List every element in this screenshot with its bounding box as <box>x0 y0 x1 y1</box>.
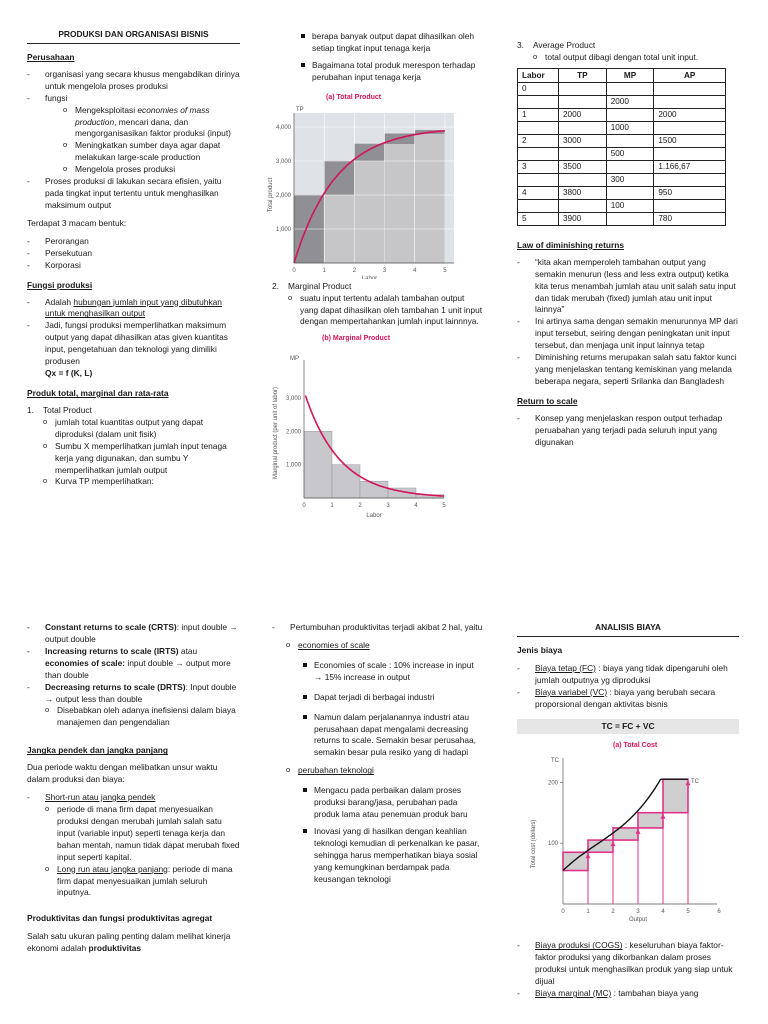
list-item: Bagaimana total produk merespon terhadap perubahan input tenaga kerja <box>300 60 484 84</box>
table-row <box>518 160 726 173</box>
text-bold: Constant returns to scale (CRTS) <box>45 622 177 632</box>
table-cell <box>654 147 726 160</box>
x-tick-label: 2 <box>352 267 357 274</box>
column-1 <box>27 29 240 488</box>
bar <box>415 130 445 263</box>
column-6 <box>517 622 739 1006</box>
curve-label: TP <box>296 106 304 113</box>
marginal-product-chart <box>264 330 464 530</box>
y-tick-label: 200 <box>547 780 558 787</box>
fungsi-label: fungsi <box>45 92 68 103</box>
bar <box>304 432 332 499</box>
text: Salah satu ukuran paling penting dalam melihat kinerja ekonomi adalah <box>27 931 231 954</box>
list-item <box>27 682 240 730</box>
y-tick-label: 100 <box>547 841 558 848</box>
table-cell <box>606 212 654 225</box>
y-tick-label: 2,000 <box>285 429 301 436</box>
text: : Input double → output less than double <box>45 681 237 704</box>
x-tick-label: 6 <box>717 909 721 916</box>
text-bold: economies of scale: <box>45 657 126 668</box>
table-cell: 5 <box>518 212 559 225</box>
table-row <box>518 212 726 225</box>
y-axis-label: Total product <box>268 177 274 212</box>
table-cell: 3500 <box>559 160 607 173</box>
item-number: 3. <box>517 40 524 50</box>
table-cell <box>518 173 559 186</box>
bar <box>332 465 360 498</box>
text: : biaya yang tidak dipengaruhi oleh jumlah outputnya yg diproduksi <box>535 662 728 685</box>
eos-item <box>286 640 484 652</box>
text-underline: Biaya variabel (VC) <box>535 686 608 697</box>
table-cell: 4 <box>518 186 559 199</box>
table-cell <box>518 199 559 212</box>
table-cell: 0 <box>518 82 559 95</box>
table-cell: 1.166,67 <box>654 160 726 173</box>
text-underline: perubahan teknologi <box>298 765 374 776</box>
list-item: o suatu input tertentu adalah tambahan output yang dapat dihasilkan oleh tambahan 1 unit input dengan mempertahankan jumlah input lainnnya. <box>288 293 484 329</box>
y-tick-label: 3,000 <box>275 158 291 165</box>
pf-text <box>27 931 240 955</box>
text-underline: hubungan jumlah input yang dibutuhkan untuk menghasilkan output <box>45 296 222 319</box>
item-label: Average Product <box>533 40 596 50</box>
list-item: o Kurva TP memperlihatkan: <box>43 476 240 488</box>
table-cell <box>559 173 607 186</box>
table-cell: 3000 <box>559 134 607 147</box>
table-cell <box>559 82 607 95</box>
table-header: TP <box>559 68 607 82</box>
x-tick-label: 2 <box>611 909 615 916</box>
pt-bullets <box>302 785 484 885</box>
cost-box <box>663 780 688 813</box>
list-item <box>517 687 739 711</box>
heading-perusahaan: Perusahaan <box>27 51 75 62</box>
table-cell <box>518 95 559 108</box>
list-item <box>63 105 240 141</box>
bentuk-list <box>27 236 240 272</box>
table-cell <box>559 121 607 134</box>
table-cell <box>606 82 654 95</box>
list-item: o jumlah total kuantitas output yang dapat diproduksi (dalam unit fisik) <box>43 417 240 441</box>
curve-label: MP <box>290 356 299 363</box>
text: Adalah <box>45 296 74 307</box>
bar <box>385 133 415 262</box>
text-underline: Biaya tetap (FC) <box>535 662 596 673</box>
table-row <box>518 121 726 134</box>
text: : tambahan biaya yang <box>611 988 699 999</box>
table-cell <box>559 147 607 160</box>
y-tick-label: 2,000 <box>275 192 291 199</box>
list-item: - “kita akan memperoleh tambahan output yang semakin menurun (less and less extra output) ketika kita terus menambah jumlah atau unit salah satu input dan tidak merubah (fixed) jumlah atau unit input lainnya” <box>517 257 739 317</box>
list-item: - Proses produksi di lakukan secara efisien, yaitu pada tingkat input tertentu untuk menghasilkan maksimum output <box>27 176 240 212</box>
list-item <box>27 622 240 646</box>
table-cell: 3800 <box>559 186 607 199</box>
x-tick-label: 5 <box>686 909 690 916</box>
table-cell: 950 <box>654 186 726 199</box>
table-cell: 300 <box>606 173 654 186</box>
list-item: o Sumbu X memperlihatkan jumlah input tenaga kerja yang digunakan, dan sumbu Y memperlihatkan jumlah output <box>43 441 240 477</box>
section-title: ANALISIS BIAYA <box>517 622 739 637</box>
list-item: - Konsep yang menjelaskan respon output terhadap peruabahan yang terjadi pada seluruh input yang digunakan <box>517 413 739 449</box>
heading-law-diminishing: Law of diminishing returns <box>517 239 625 250</box>
numbered-item-marginal-product <box>272 281 484 329</box>
total-cost-chart <box>517 738 739 934</box>
table-cell <box>654 82 726 95</box>
list-item: - Pertumbuhan produktivitas terjadi akibat 2 hal, yaitu <box>272 622 484 634</box>
table-row <box>518 186 726 199</box>
table-header-row <box>518 68 726 82</box>
table-cell <box>654 173 726 186</box>
fungsi-sublist <box>63 105 240 177</box>
table-cell <box>654 199 726 212</box>
bar-increment <box>324 161 354 195</box>
table-cell <box>606 186 654 199</box>
column-2 <box>268 29 484 530</box>
list-item: o Disebabkan oleh adanya inefisiensi dalam biaya manajemen dan pengendalian <box>45 705 240 729</box>
table-cell <box>606 108 654 121</box>
table-cell: 100 <box>606 199 654 212</box>
total-product-chart <box>264 89 464 279</box>
text-underline: Biaya produksi (COGS) <box>535 940 623 951</box>
bar-increment <box>354 144 384 161</box>
section-title: PRODUKSI DAN ORGANISASI BISNIS <box>27 29 240 44</box>
table-cell: 2000 <box>654 108 726 121</box>
jp-list <box>27 792 240 899</box>
table-cell: 3 <box>518 160 559 173</box>
table-cell <box>606 134 654 147</box>
sr-sublist <box>45 804 240 899</box>
biaya-list-2 <box>517 940 739 1000</box>
table-row <box>518 134 726 147</box>
table-body <box>518 82 726 225</box>
x-axis-label: Labor <box>366 513 382 520</box>
x-tick-label: 3 <box>636 909 640 916</box>
rts-list <box>517 413 739 449</box>
x-tick-label: 4 <box>413 267 417 274</box>
text: input double → output more than double <box>45 657 231 680</box>
x-tick-label: 1 <box>586 909 590 916</box>
table-row <box>518 173 726 186</box>
ap-sublist <box>533 52 739 64</box>
item-number: 2. <box>272 280 279 291</box>
perusahaan-list <box>27 69 240 212</box>
table-row <box>518 199 726 212</box>
y-tick-label: 1,000 <box>275 226 291 233</box>
table-cell <box>559 199 607 212</box>
heading-jenis-biaya: Jenis biaya <box>517 644 563 655</box>
list-item: Namun dalam perjalanannya industri atau perusahaan dapat mengalami decreasing returns to scale. Semakin besar perusahaa, semakin besar pula resiko yang di hadapi <box>302 712 484 760</box>
list-item <box>517 940 739 988</box>
text: Jadi, fungsi produksi memperlihatkan maksimum output yang dapat dihasilkan atas given kuantitas input, pengetahuan dan teknologi yang dimiliki produsen <box>45 320 228 367</box>
table-header: AP <box>654 68 726 82</box>
table-cell <box>518 121 559 134</box>
chart-title: (a) Total Product <box>326 93 382 101</box>
text: : keseluruhan biaya faktor-faktor produksi yang dikorbankan dalam proses produksi untuk menghasilkan produk yang siap untuk dijual <box>535 940 733 987</box>
list-item: - Persekutuan <box>27 248 240 260</box>
list-item <box>27 320 240 380</box>
table-cell: 500 <box>606 147 654 160</box>
formula-qx: Qx = f (K, L) <box>45 368 93 379</box>
text-underline: Biaya marginal (MC) <box>535 988 612 999</box>
table-row <box>518 108 726 121</box>
curve-label: TC <box>551 758 559 765</box>
list-item: - Ini artinya sama dengan semakin menurunnya MP dari input tersebut, seiring dengan peningkatan unit input tersebut, dan menjaga unit input lainnya tetap <box>517 316 739 352</box>
drts-sublist <box>45 705 240 729</box>
list-item: o Mengelola proses produksi <box>63 164 240 176</box>
text-bold: Decreasing returns to scale (DRTS) <box>45 681 186 692</box>
table-cell: 2000 <box>606 95 654 108</box>
table-cell: 1000 <box>606 121 654 134</box>
list-item <box>27 93 240 176</box>
item-label: Marginal Product <box>288 280 352 291</box>
text-underline: Long run atau jangka panjang <box>57 863 168 874</box>
text: : biaya yang berubah secara proporsional dengan aktivitas bisnis <box>535 686 716 709</box>
x-tick-label: 3 <box>382 267 387 274</box>
table-header: Labor <box>518 68 559 82</box>
table-cell: 780 <box>654 212 726 225</box>
x-tick-label: 1 <box>330 503 334 510</box>
list-item: Mengacu pada perbaikan dalam proses produksi barang/jasa, perubahan pada produk lama atau penemuan produk baru <box>302 785 484 821</box>
column-3 <box>517 40 739 455</box>
curve-end-label: TC <box>691 779 699 786</box>
x-tick-label: 2 <box>358 503 362 510</box>
fungsi-produksi-list <box>27 297 240 380</box>
production-table <box>517 68 726 226</box>
heading-produktivitas: Produktivitas dan fungsi produktivitas agregat <box>27 913 213 924</box>
chart-title: (b) Marginal Product <box>322 335 391 343</box>
text: Mengeksploitasi <box>75 104 138 115</box>
heading-return-to-scale: Return to scale <box>517 395 578 406</box>
x-tick-label: 0 <box>561 909 565 916</box>
list-item: - Diminishing returns merupakan salah satu faktor kunci yang menjelaskan tentang kemiskinan yang melanda beberapa negara, seperti Srilanka dan Bangladesh <box>517 352 739 388</box>
list-item: o periode di mana firm dapat menyesuaikan produksi dengan merubah jumlah salah satu input (variable input) seperti tenaga kerja dan bahan mentah, namun tidak dapat merubah fixed input seperti kapital. <box>45 804 240 864</box>
formula-tc: TC = FC + VC <box>517 719 739 735</box>
rts-types-list <box>27 622 240 729</box>
x-tick-label: 0 <box>302 503 306 510</box>
table-cell <box>654 95 726 108</box>
pp-list <box>272 622 484 634</box>
list-item: - organisasi yang secara khusus mengabdikan dirinya untuk mengelola proses produksi <box>27 69 240 93</box>
y-axis-label: Total cost (dollars) <box>531 820 537 869</box>
list-item: Economies of scale : 10% increase in input → 15% increase in output <box>302 660 484 684</box>
text: : periode di mana firm dapat menyesuaikan jumlah seluruh inputnya. <box>57 863 233 898</box>
text-underline: Short-run atau jangka pendek <box>45 792 156 803</box>
x-tick-label: 5 <box>443 267 447 274</box>
list-item: - Korporasi <box>27 260 240 272</box>
table-cell: 3900 <box>559 212 607 225</box>
table-cell: 2 <box>518 134 559 147</box>
mp-sublist <box>288 293 484 329</box>
table-row <box>518 95 726 108</box>
bar <box>354 144 384 263</box>
heading-jangka: Jangka pendek dan jangka panjang <box>27 745 169 756</box>
column-5 <box>272 622 484 891</box>
tp-sublist <box>43 417 240 489</box>
x-tick-label: 3 <box>386 503 390 510</box>
eos-bullets <box>302 660 484 759</box>
jp-intro: Dua periode waktu dengan melibatkan unsur waktu dalam produksi dan biaya: <box>27 762 218 785</box>
table-header: MP <box>606 68 654 82</box>
cost-box <box>638 813 663 828</box>
table-cell: 1500 <box>654 134 726 147</box>
list-item <box>517 663 739 687</box>
text-bold: produktivitas <box>88 943 142 954</box>
list-item: o total output dibagi dengan total unit input. <box>533 52 739 64</box>
table-row <box>518 147 726 160</box>
text-italic: economies of mass production <box>75 104 210 127</box>
text: , mencari dana, dan mengorganisasikan faktor produksi (input) <box>75 116 231 139</box>
y-tick-label: 1,000 <box>285 463 301 470</box>
list-item <box>286 765 484 777</box>
x-tick-label: 4 <box>661 909 665 916</box>
list-item <box>517 988 739 1000</box>
table-cell <box>559 95 607 108</box>
table-cell: 2000 <box>559 108 607 121</box>
column-4 <box>27 622 240 961</box>
numbered-item-average-product <box>517 40 739 64</box>
text: : input double → output double <box>45 622 238 644</box>
biaya-list <box>517 663 739 711</box>
list-item: Dapat terjadi di berbagai industri <box>302 692 484 704</box>
y-tick-label: 3,000 <box>285 396 301 403</box>
table-cell <box>518 147 559 160</box>
tp-bullets <box>300 31 484 84</box>
table-cell: 1 <box>518 108 559 121</box>
list-item: berapa banyak output dapat dihasilkan oleh setiap tingkat input tenaga kerja <box>300 31 484 55</box>
list-item <box>27 297 240 321</box>
y-axis-label: Marginal product (per unit of labor) <box>273 387 279 480</box>
table-cell <box>654 121 726 134</box>
list-item: o Meningkatkan sumber daya agar dapat melakukan large-scale production <box>63 140 240 164</box>
x-axis-label: Output <box>628 917 648 924</box>
x-axis-label: Labor <box>361 275 378 279</box>
bentuk-intro: Terdapat 3 macam bentuk: <box>27 217 127 228</box>
text-bold: Increasing returns to scale (IRTS) <box>45 645 179 656</box>
x-tick-label: 5 <box>442 503 446 510</box>
pt-item <box>286 765 484 777</box>
x-tick-label: 0 <box>292 267 296 274</box>
text-underline: economies of scale <box>298 639 370 650</box>
numbered-item-total-product <box>27 405 240 488</box>
table-row <box>518 82 726 95</box>
y-tick-label: 4,000 <box>275 124 291 131</box>
ldr-list <box>517 257 739 388</box>
list-item <box>45 864 240 900</box>
item-label: Total Product <box>43 404 92 415</box>
list-item: - Perorangan <box>27 236 240 248</box>
heading-produk-total: Produk total, marginal dan rata-rata <box>27 387 169 398</box>
table-cell <box>606 160 654 173</box>
chart-title: (a) Total Cost <box>613 742 658 750</box>
x-tick-label: 4 <box>414 503 418 510</box>
list-item <box>27 646 240 682</box>
x-tick-label: 1 <box>322 267 326 274</box>
text: atau <box>178 645 198 656</box>
list-item <box>286 640 484 652</box>
heading-fungsi-produksi: Fungsi produksi <box>27 279 93 290</box>
list-item <box>27 792 240 899</box>
item-number: 1. <box>27 404 34 415</box>
list-item: Inovasi yang di hasilkan dengan keahlian teknologi kemudian di perkenalkan ke pasar, sehingga harus memperhatikan biaya sosial yang kemungkinan berdampak pada keusangan teknologi <box>302 826 484 886</box>
